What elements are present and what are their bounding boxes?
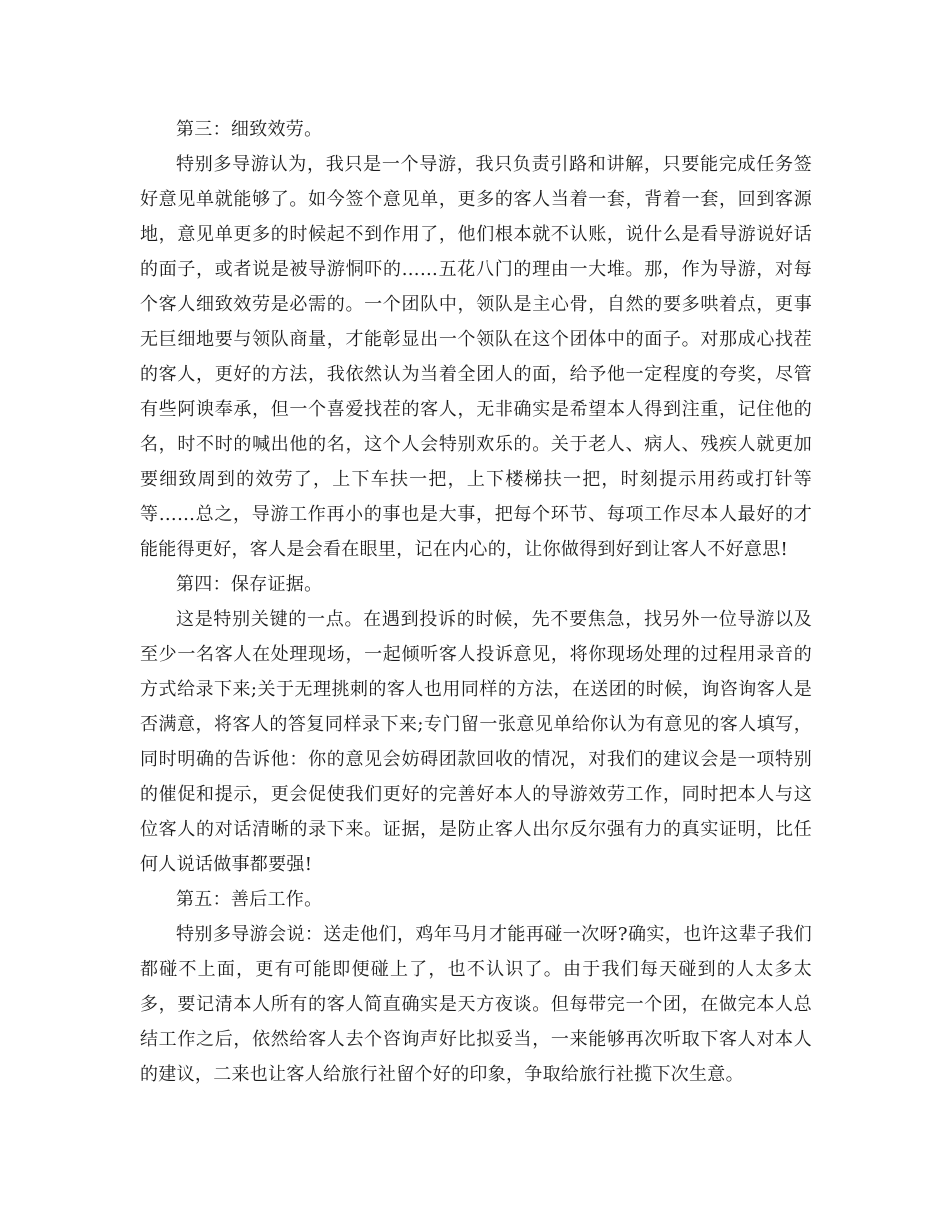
section-heading-4: 第四：保存证据。	[176, 574, 323, 595]
section-paragraph-4: 这是特别关键的一点。在遇到投诉的时候，先不要焦急，找另外一位导游以及至少一名客人在处理现场，一起倾听客人投诉意见，将你现场处理的过程用录音的方式给录下来;关于无理挑刺的客人也用同样的方法，在送团的时候，询咨询客人是否满意，将客人的答复同样录下来;专门留一张意见单给你认为有意见的客人填写，同时明确的告诉他：你的意见会妨碍团款回收的情况，对我们的建议会是一项特别的催促和提示，更会促使我们更好的完善好本人的导游效劳工作，同时把本人与这位客人的对话清晰的录下来。证据，是防止客人出尔反尔强有力的真实证明，比任何人说话做事都要强!	[140, 609, 812, 875]
section-paragraph-3: 特别多导游认为，我只是一个导游，我只负责引路和讲解，只要能完成任务签好意见单就能够了。如今签个意见单，更多的客人当着一套，背着一套，回到客源地，意见单更多的时候起不到作用了，他们根本就不认账，说什么是看导游说好话的面子，或者说是被导游恫吓的……五花八门的理由一大堆。那，作为导游，对每个客人细致效劳是必需的。一个团队中，领队是主心骨，自然的要多哄着点，更事无巨细地要与领队商量，才能彰显出一个领队在这个团体中的面子。对那成心找茬的客人，更好的方法，我依然认为当着全团人的面，给予他一定程度的夸奖，尽管有些阿谀奉承，但一个喜爱找茬的客人，无非确实是希望本人得到注重，记住他的名，时不时的喊出他的名，这个人会特别欢乐的。关于老人、病人、残疾人就更加要细致周到的效劳了，上下车扶一把，上下楼梯扶一把，时刻提示用药或打针等等……总之，导游工作再小的事也是大事，把每个环节、每项工作尽本人最好的才能能得更好，客人是会看在眼里，记在内心的，让你做得到好到让客人不好意思!	[140, 154, 812, 560]
section-heading-3: 第三：细致效劳。	[176, 119, 323, 140]
section-paragraph-5: 特别多导游会说：送走他们，鸡年马月才能再碰一次呀?确实，也许这辈子我们都碰不上面，更有可能即便碰上了，也不认识了。由于我们每天碰到的人太多太多，要记清本人所有的客人简直确实是天方夜谈。但每带完一个团，在做完本人总结工作之后，依然给客人去个咨询声好比拟妥当，一来能够再次听取下客人对本人的建议，二来也让客人给旅行社留个好的印象，争取给旅行社揽下次生意。	[140, 924, 812, 1085]
document-body	[140, 112, 812, 1092]
section-heading-5: 第五：善后工作。	[176, 889, 323, 910]
